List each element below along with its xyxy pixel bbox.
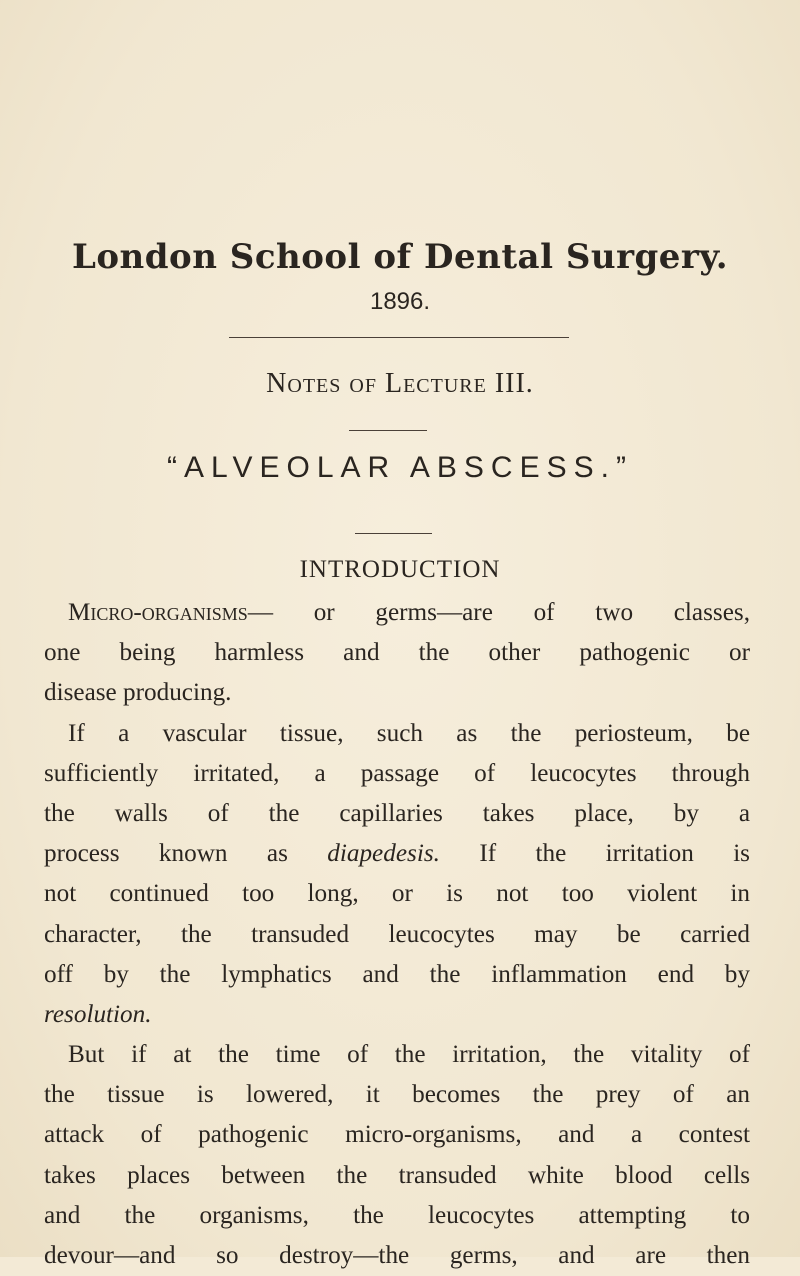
italic-term: resolution. [44, 1000, 152, 1028]
divider-rule [349, 430, 427, 431]
section-heading: INTRODUCTION [299, 556, 501, 583]
divider-rule [355, 533, 432, 534]
text-span: process known as [44, 840, 328, 868]
text-line [44, 834, 750, 874]
text-line: attack of pathogenic micro-organisms, and a contest [44, 1121, 750, 1149]
text-line: If a vascular tissue, such as the periosteum, be [68, 719, 750, 747]
text-line: takes places between the transuded white blood cells [44, 1161, 750, 1189]
text-line: off by the lymphatics and the inflammation end by [44, 960, 750, 988]
institution-name: London School of Dental Surgery. [71, 237, 729, 277]
text-line: one being harmless and the other pathogenic or [44, 639, 750, 667]
text-line: not continued too long, or is not too violent in [44, 880, 750, 908]
lecture-title: “ALVEOLAR ABSCESS.” [167, 451, 633, 484]
text-line: devour—and so destroy—the germs, and are then [44, 1242, 750, 1269]
text-line: character, the transuded leucocytes may be carried [44, 920, 750, 948]
text-line: sufficiently irritated, a passage of leucocytes through [44, 759, 750, 787]
text-span: — or germs—are of two classes, [247, 599, 750, 626]
text-line: But if at the time of the irritation, the vitality of [68, 1041, 750, 1069]
text-line: and the organisms, the leucocytes attempting to [44, 1201, 750, 1229]
text-line [44, 995, 750, 1035]
body-text [44, 593, 750, 1276]
text-span: If the irritation is [439, 840, 750, 868]
divider-rule [229, 337, 569, 338]
publication-year: 1896. [369, 288, 431, 315]
text-line: disease producing. [44, 679, 232, 707]
text-line: the tissue is lowered, it becomes the prey of an [44, 1081, 750, 1109]
lead-term: Micro-organisms [68, 599, 248, 626]
text-line: the walls of the capillaries takes place, by a [44, 799, 750, 827]
italic-term: diapedesis. [327, 840, 440, 868]
text-line [44, 593, 750, 633]
lecture-subtitle: Notes of Lecture III. [266, 368, 534, 399]
